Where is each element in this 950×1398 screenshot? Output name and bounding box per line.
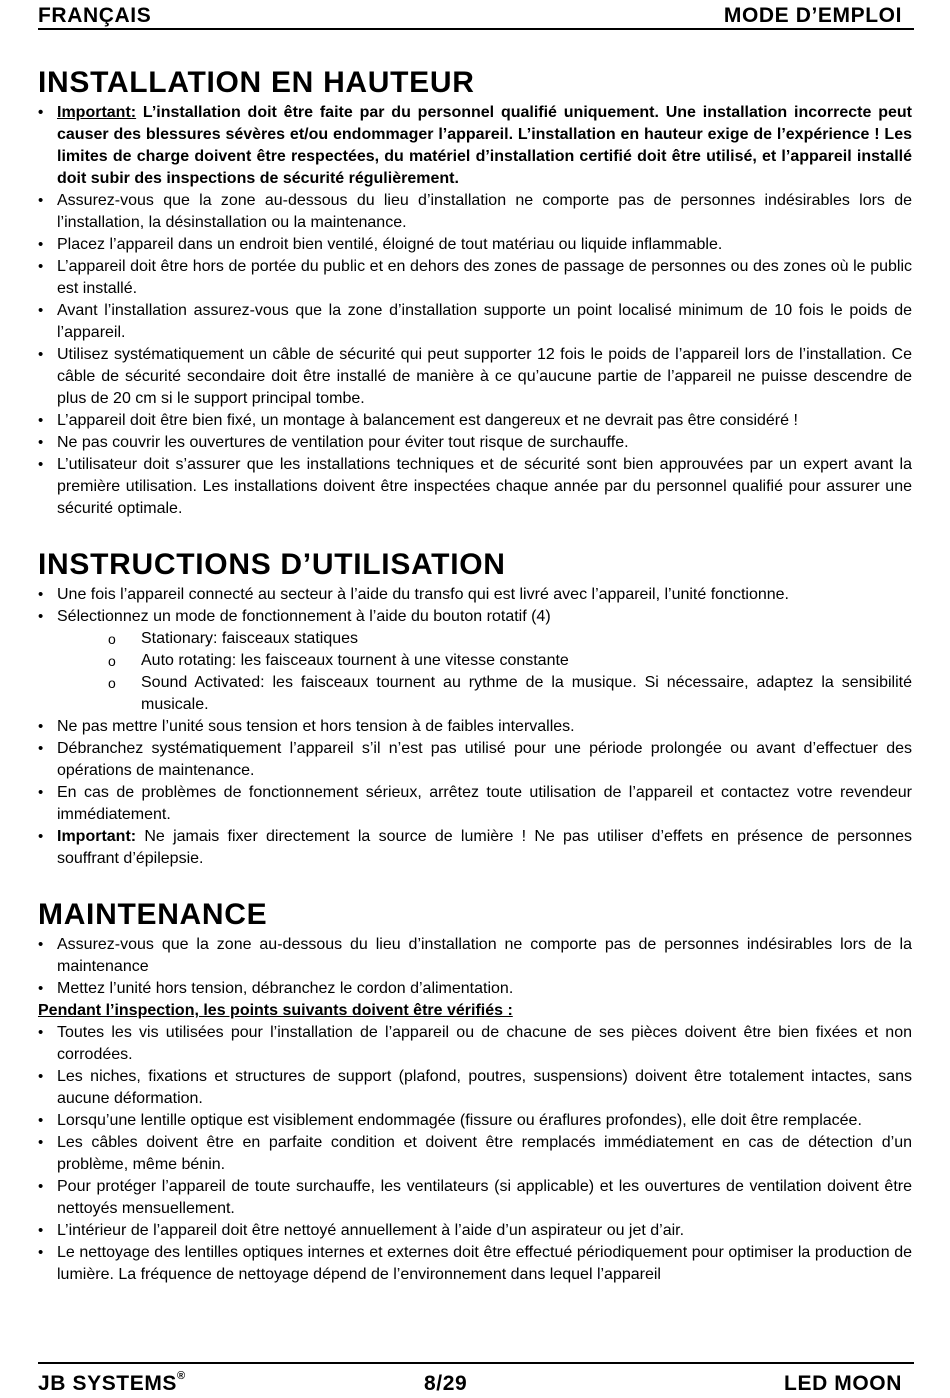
list-item: • Assurez-vous que la zone au-dessous du lieu d’installation ne comporte pas de personnes indésirables lors de l’installation, la désinstallation ou la maintenance.	[38, 190, 912, 234]
section-title-usage: INSTRUCTIONS D’UTILISATION	[38, 548, 506, 581]
section-title-maintenance: MAINTENANCE	[38, 898, 268, 931]
list-item: • Sélectionnez un mode de fonctionnement à l’aide du bouton rotatif (4)	[38, 606, 912, 628]
mode-item: o Stationary: faisceaux statiques	[38, 628, 912, 650]
list-item: • Les câbles doivent être en parfaite condition et doivent être remplacés immédiatement en cas de détection d’un problème, même bénin.	[38, 1132, 912, 1176]
footer-brand	[38, 1372, 186, 1396]
list-item: • L’appareil doit être hors de portée du public et en dehors des zones de passage de personnes ou des zones où le public est installé.	[38, 256, 912, 300]
list-item: • Utilisez systématiquement un câble de sécurité qui peut supporter 12 fois le poids de l’appareil lors de l’installation. Ce câble de sécurité secondaire doit être installé de manière à ce qu’aucune partie de l’appareil ne puisse descendre de plus de 20 cm si le support principal tombe.	[38, 344, 912, 410]
mode-item: o Auto rotating: les faisceaux tournent à une vitesse constante	[38, 650, 912, 672]
list-item: • Ne pas couvrir les ouvertures de ventilation pour éviter tout risque de surchauffe.	[38, 432, 912, 454]
list-item: • Toutes les vis utilisées pour l’installation de l’appareil ou de chacune de ses pièces doivent être bien fixées et non corrodées.	[38, 1022, 912, 1066]
important-text: Ne jamais fixer directement la source de lumière ! Ne pas utiliser d’effets en présence de personnes souffrant d’épilepsie.	[57, 828, 912, 867]
mode-item: o Sound Activated: les faisceaux tournent au rythme de la musique. Si nécessaire, adaptez la sensibilité musicale.	[38, 672, 912, 716]
section-title-installation: INSTALLATION EN HAUTEUR	[38, 66, 475, 99]
list-item: • Débranchez systématiquement l’appareil s’il n’est pas utilisé pour une période prolongée ou avant d’effectuer des opérations de maintenance.	[38, 738, 912, 782]
list-item: • L’intérieur de l’appareil doit être nettoyé annuellement à l’aide d’un aspirateur ou jet d’air.	[38, 1220, 912, 1242]
page-number: 8/29	[424, 1372, 468, 1395]
list-item: • Assurez-vous que la zone au-dessous du lieu d’installation ne comporte pas de personnes indésirables lors de la maintenance	[38, 934, 912, 978]
inspection-heading: Pendant l’inspection, les points suivants doivent être vérifiés :	[38, 1002, 513, 1019]
installation-list	[38, 102, 912, 520]
registered-mark: ®	[177, 1370, 186, 1382]
list-item: • Placez l’appareil dans un endroit bien ventilé, éloigné de tout matériau ou liquide inflammable.	[38, 234, 912, 256]
page-footer	[38, 1362, 914, 1398]
list-item: • Lorsqu’une lentille optique est visiblement endommagée (fissure ou éraflures profondes), elle doit être remplacée.	[38, 1110, 912, 1132]
installation-important-item	[38, 102, 912, 190]
list-item: • Ne pas mettre l’unité sous tension et hors tension à de faibles intervalles.	[38, 716, 912, 738]
list-item: • Les niches, fixations et structures de support (plafond, poutres, suspensions) doivent être totalement intactes, sans aucune déformation.	[38, 1066, 912, 1110]
list-item: • Une fois l’appareil connecté au secteur à l’aide du transfo qui est livré avec l’appareil, l’unité fonctionne.	[38, 584, 912, 606]
list-item: • L’appareil doit être bien fixé, un montage à balancement est dangereux et ne devrait pas être considéré !	[38, 410, 912, 432]
page-content	[38, 64, 912, 1286]
header-language: FRANÇAIS	[38, 4, 152, 27]
usage-list	[38, 584, 912, 870]
brand-name: JB SYSTEMS	[38, 1372, 178, 1395]
list-item: • Mettez l’unité hors tension, débranchez le cordon d’alimentation.	[38, 978, 912, 1000]
list-item: • En cas de problèmes de fonctionnement sérieux, arrêtez toute utilisation de l’appareil et contactez votre revendeur immédiatement.	[38, 782, 912, 826]
list-item: • Avant l’installation assurez-vous que la zone d’installation supporte un point localisé minimum de 10 fois le poids de l’appareil.	[38, 300, 912, 344]
page-header	[38, 2, 914, 30]
important-label: Important:	[57, 828, 137, 845]
important-text: L’installation doit être faite par du personnel qualifié uniquement. Une installation incorrecte peut causer des blessures sévères et/ou endommager l’appareil. L’installation en hauteur exige de l’expérience ! Les limites de charge doivent être respectées, du matériel d’installation certifié doit être utilisé, et l’appareil installé doit subir des inspections de sécurité régulièrement.	[57, 104, 912, 187]
usage-important-item	[38, 826, 912, 870]
inspection-list	[38, 1022, 912, 1286]
maintenance-list	[38, 934, 912, 1000]
important-label: Important:	[57, 104, 137, 121]
list-item: • L’utilisateur doit s’assurer que les installations techniques et de sécurité sont bien approuvées par un expert avant la première utilisation. Les installations doivent être inspectées chaque année par du personnel qualifié pour assurer une sécurité optimale.	[38, 454, 912, 520]
header-doc-type: MODE D’EMPLOI	[723, 4, 902, 27]
list-item: • Pour protéger l’appareil de toute surchauffe, les ventilateurs (si applicable) et les ouvertures de ventilation doivent être nettoyés mensuellement.	[38, 1176, 912, 1220]
list-item: • Le nettoyage des lentilles optiques internes et externes doit être effectué périodiquement pour optimiser la production de lumière. La fréquence de nettoyage dépend de l’environnement dans lequel l’appareil	[38, 1242, 912, 1286]
footer-product: LED MOON	[784, 1372, 902, 1395]
